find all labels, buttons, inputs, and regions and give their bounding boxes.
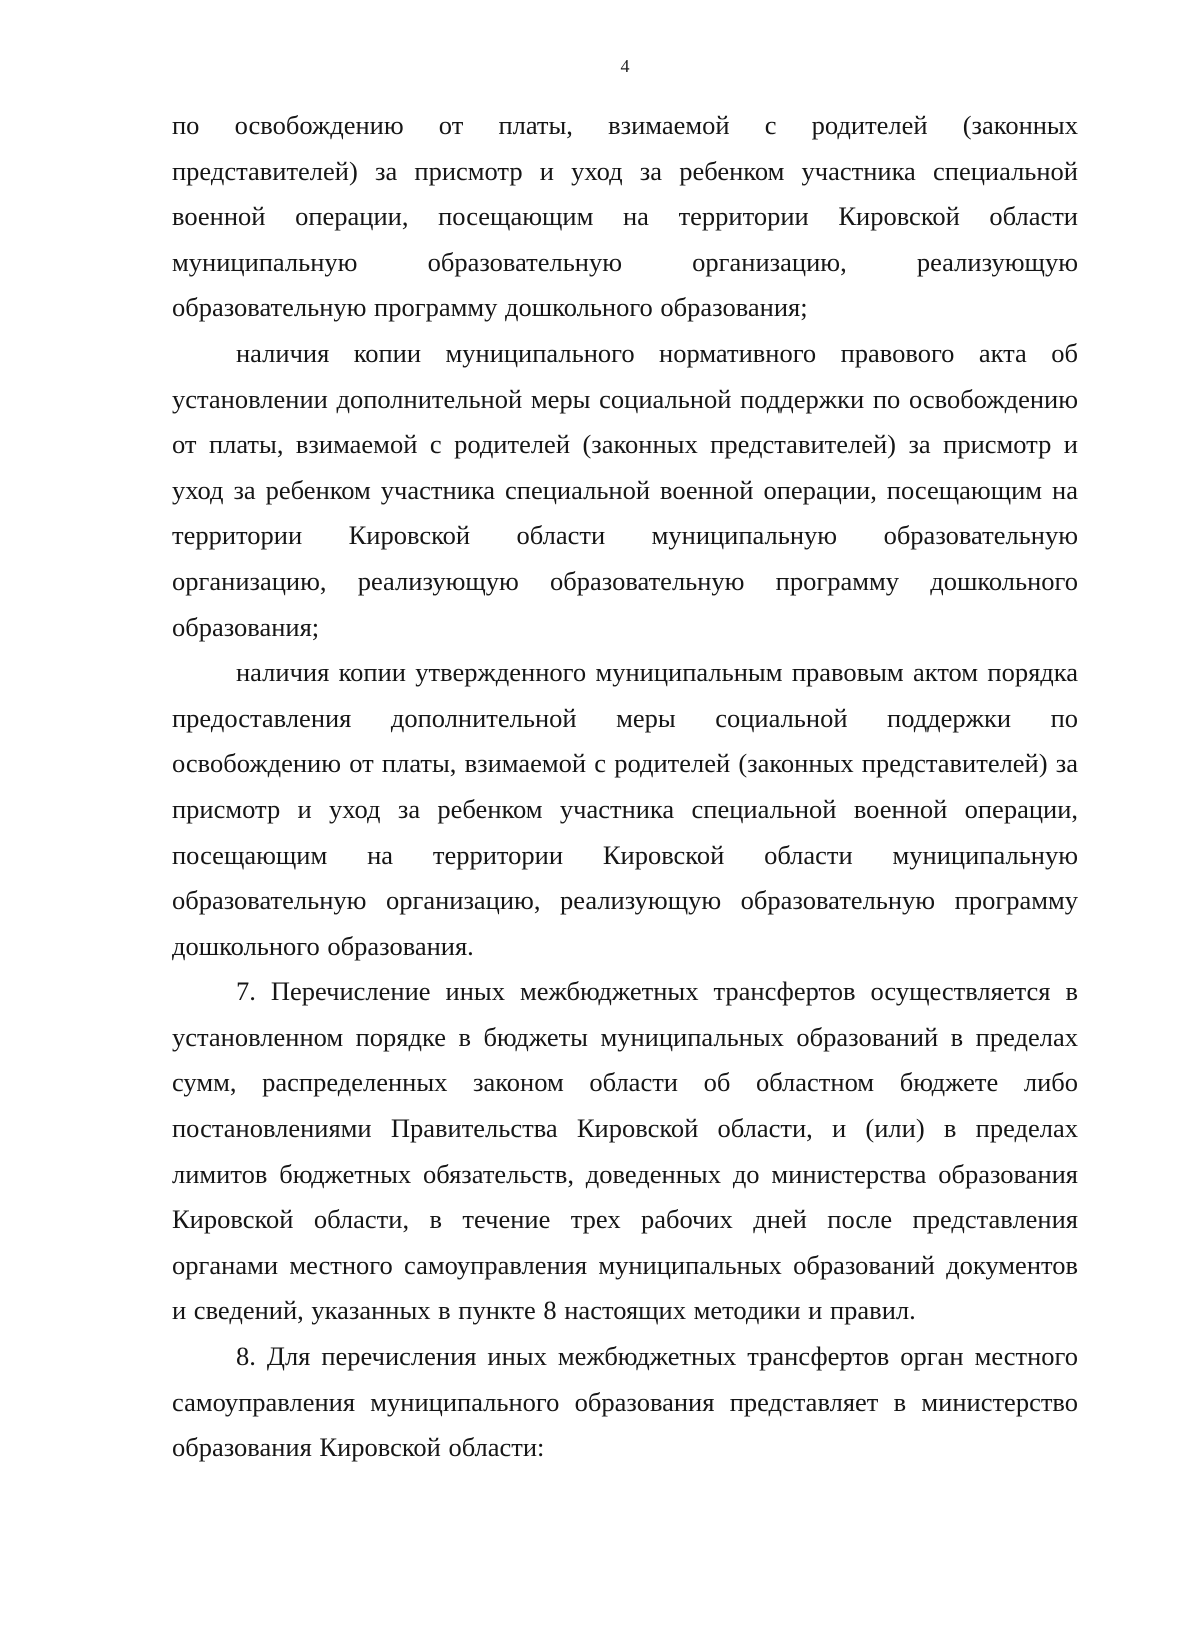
paragraph-procedure-copy: наличия копии утвержденного муниципальным правовым актом порядка предоставления дополнительной меры социальной поддержки по освобождению от платы, взимаемой с родителей (законных представителей) за присмотр и уход за ребенком участника специальной военной операции, посещающим на территории Кировской области муниципальную образовательную организацию, реализующую образовательную программу дошкольного образования. <box>172 657 1078 961</box>
paragraph-item-8: 8. Для перечисления иных межбюджетных трансфертов орган местного самоуправления муниципального образования представляет в министерство образования Кировской области: <box>172 1341 1078 1463</box>
paragraph-municipal-act-copy: наличия копии муниципального нормативного правового акта об установлении дополнительной меры социальной поддержки по освобождению от платы, взимаемой с родителей (законных представителей) за присмотр и уход за ребенком участника специальной военной операции, посещающим на территории Кировской области муниципальную образовательную организацию, реализующую образовательную программу дошкольного образования; <box>172 337 1078 642</box>
paragraph-item-7: 7. Перечисление иных межбюджетных трансфертов осуществляется в установленном порядке в бюджеты муниципальных образований в пределах сумм, распределенных законом области об областном бюджете либо постановлениями Правительства Кировской области, и (или) в пределах лимитов бюджетных обязательств, доведенных до министерства образования Кировской области, в течение трех рабочих дней после представления органами местного самоуправления муниципальных образований документов и сведений, указанных в пункте 8 настоящих методики и правил. <box>172 976 1078 1326</box>
document-body <box>172 103 1078 1471</box>
page-number: 4 <box>620 56 630 76</box>
paragraph-continuation: по освобождению от платы, взимаемой с родителей (законных представителей) за присмотр и уход за ребенком участника специальной военной операции, посещающим на территории Кировской области муниципальную образовательную организацию, реализующую образовательную программу дошкольного образования; <box>172 110 1078 323</box>
